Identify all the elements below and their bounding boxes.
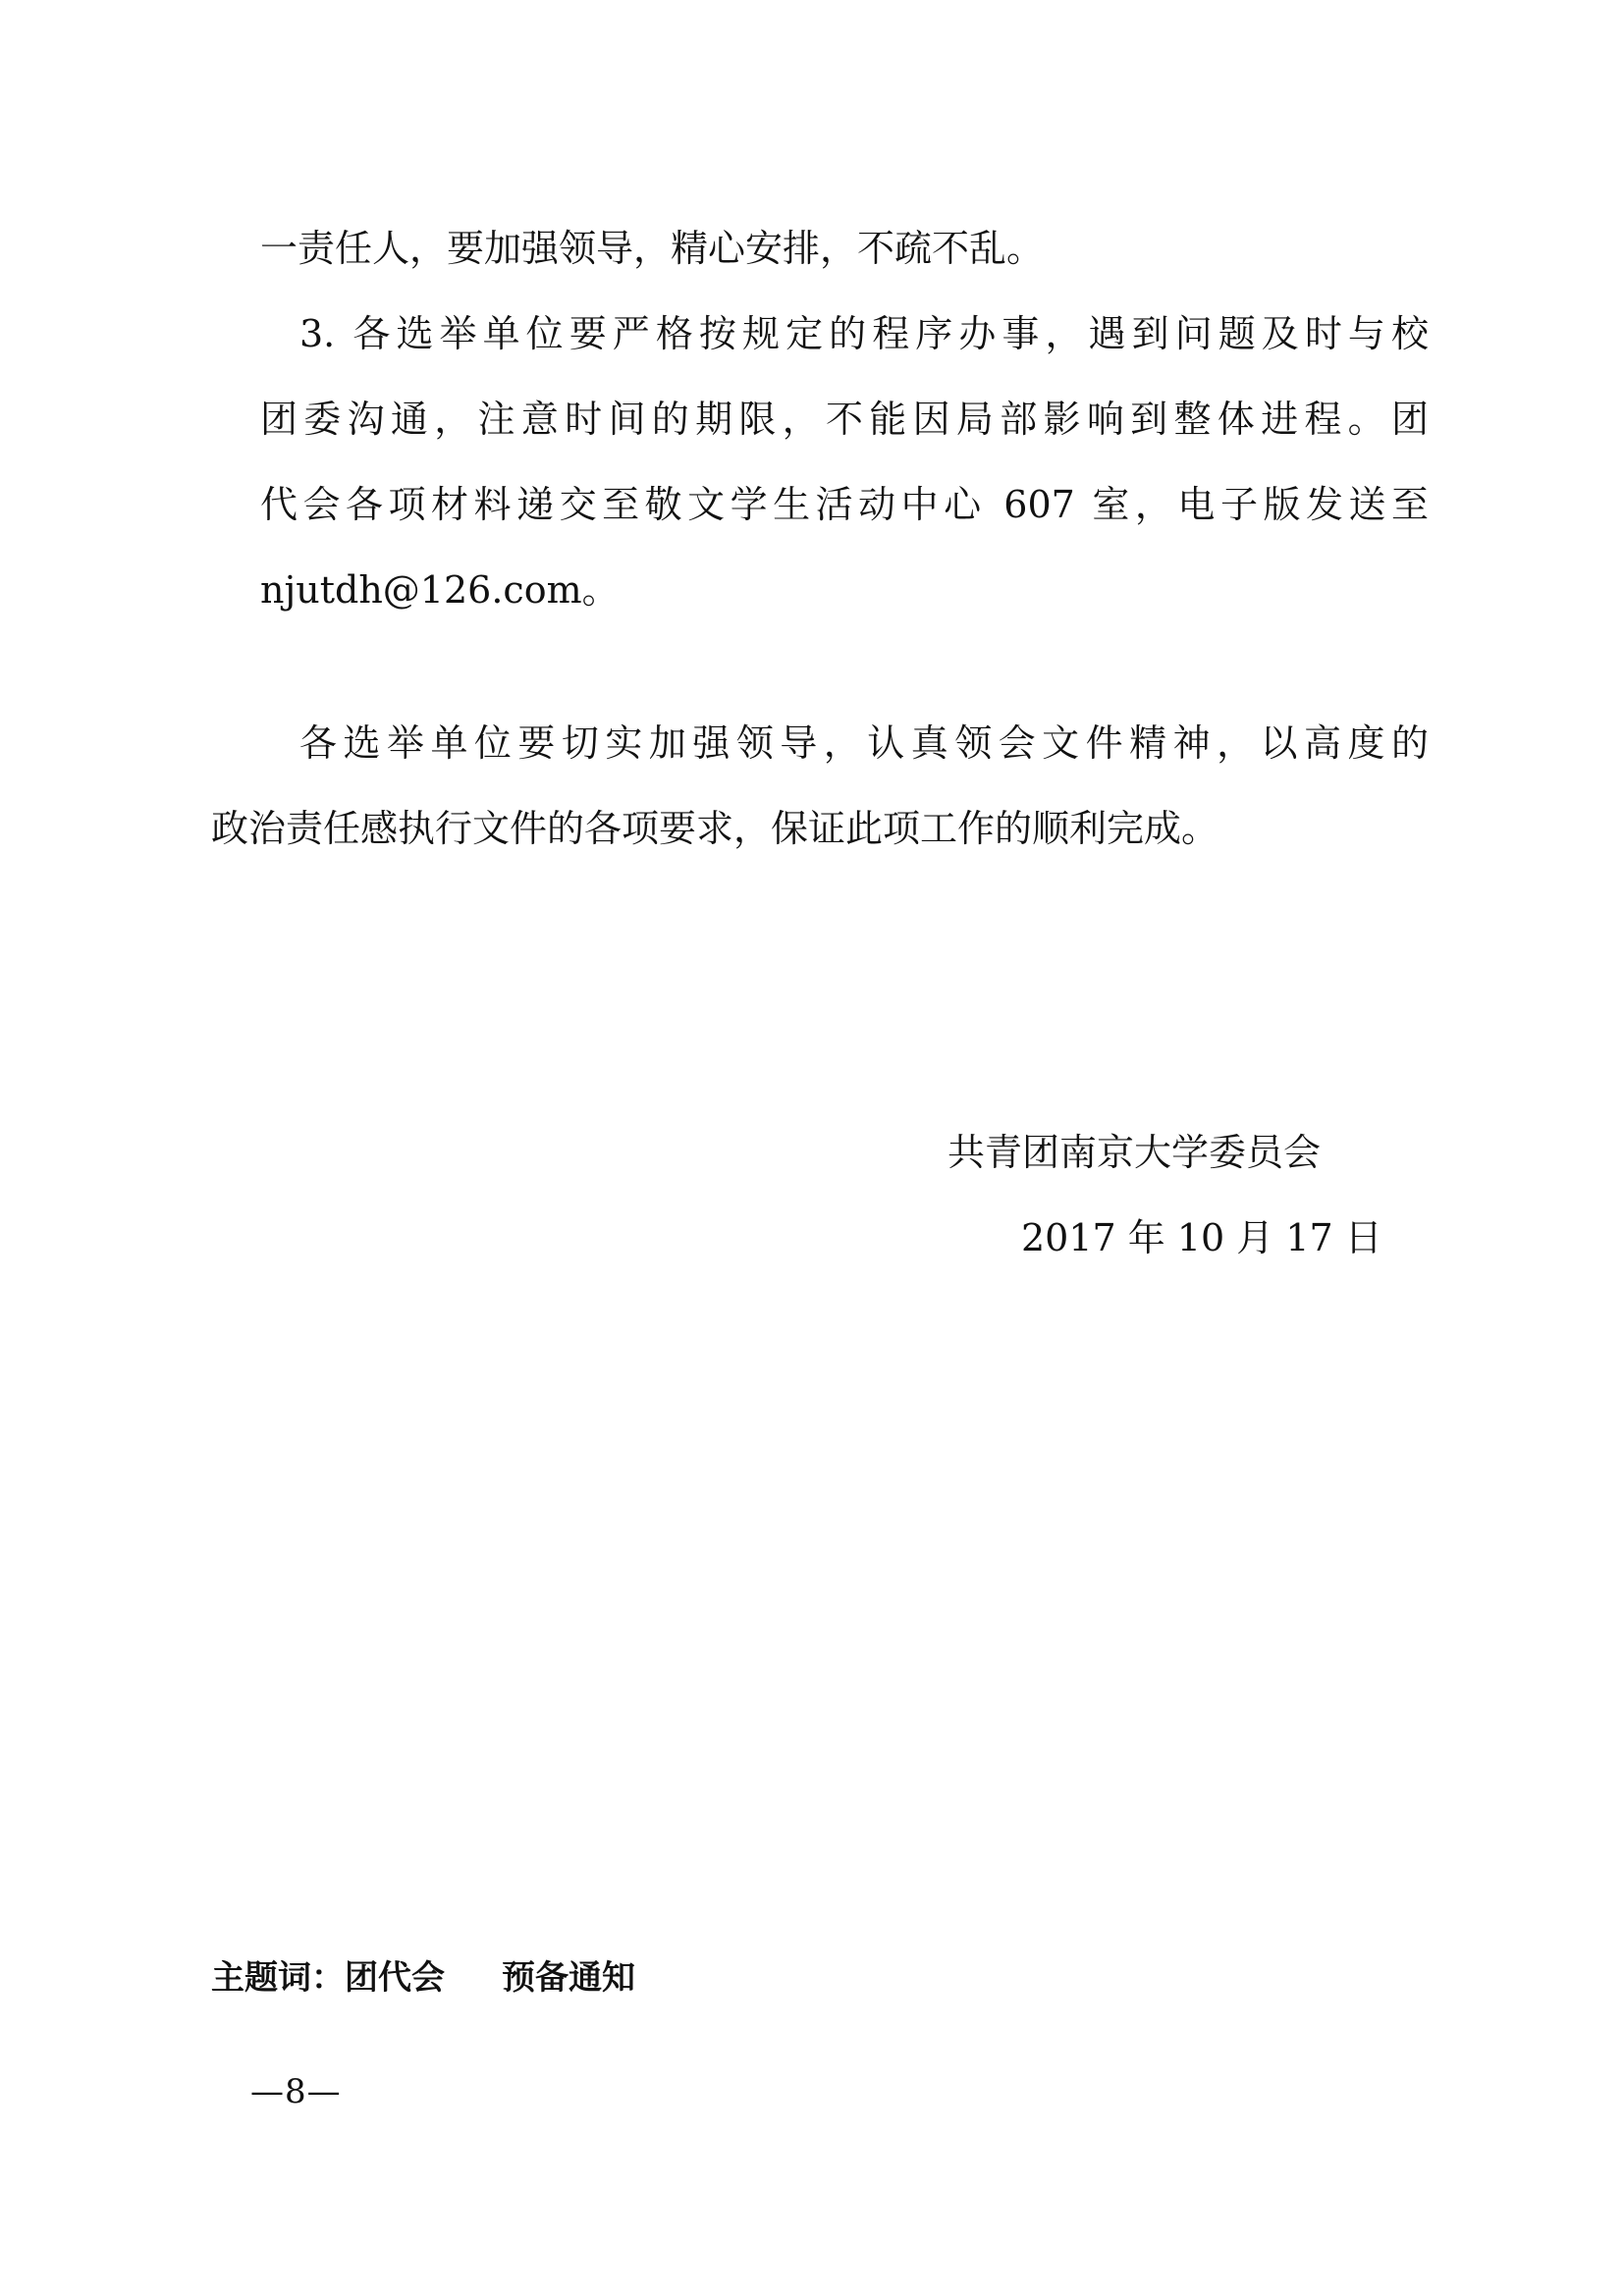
page-number: —8— — [250, 2072, 342, 2111]
subject-keywords — [211, 1953, 635, 2002]
keywords-label: 主题词： — [211, 1958, 345, 1998]
signature-organization: 共青团南京大学委员会 — [947, 1131, 1322, 1174]
closing-paragraph-line-1: 各选举单位要切实加强领导，认真领会文件精神，以高度的 — [299, 721, 1429, 765]
email-line: njutdh@126.com。 — [260, 568, 620, 612]
paragraph-line-4: 代会各项材料递交至敬文学生活动中心 607 室，电子版发送至 — [260, 483, 1429, 526]
paragraph-line-3: 团委沟通，注意时间的期限，不能因局部影响到整体进程。团 — [260, 398, 1429, 441]
paragraph-line-1: 一责任人，要加强领导，精心安排，不疏不乱。 — [260, 227, 1045, 270]
keyword-item: 团代会 — [345, 1958, 445, 1998]
closing-paragraph-line-2: 政治责任感执行文件的各项要求，保证此项工作的顺利完成。 — [211, 807, 1219, 850]
signature-date: 2017 年 10 月 17 日 — [1021, 1216, 1382, 1259]
keyword-item: 预备通知 — [502, 1958, 635, 1998]
paragraph-line-2: 3. 各选举单位要严格按规定的程序办事，遇到问题及时与校 — [299, 312, 1429, 355]
